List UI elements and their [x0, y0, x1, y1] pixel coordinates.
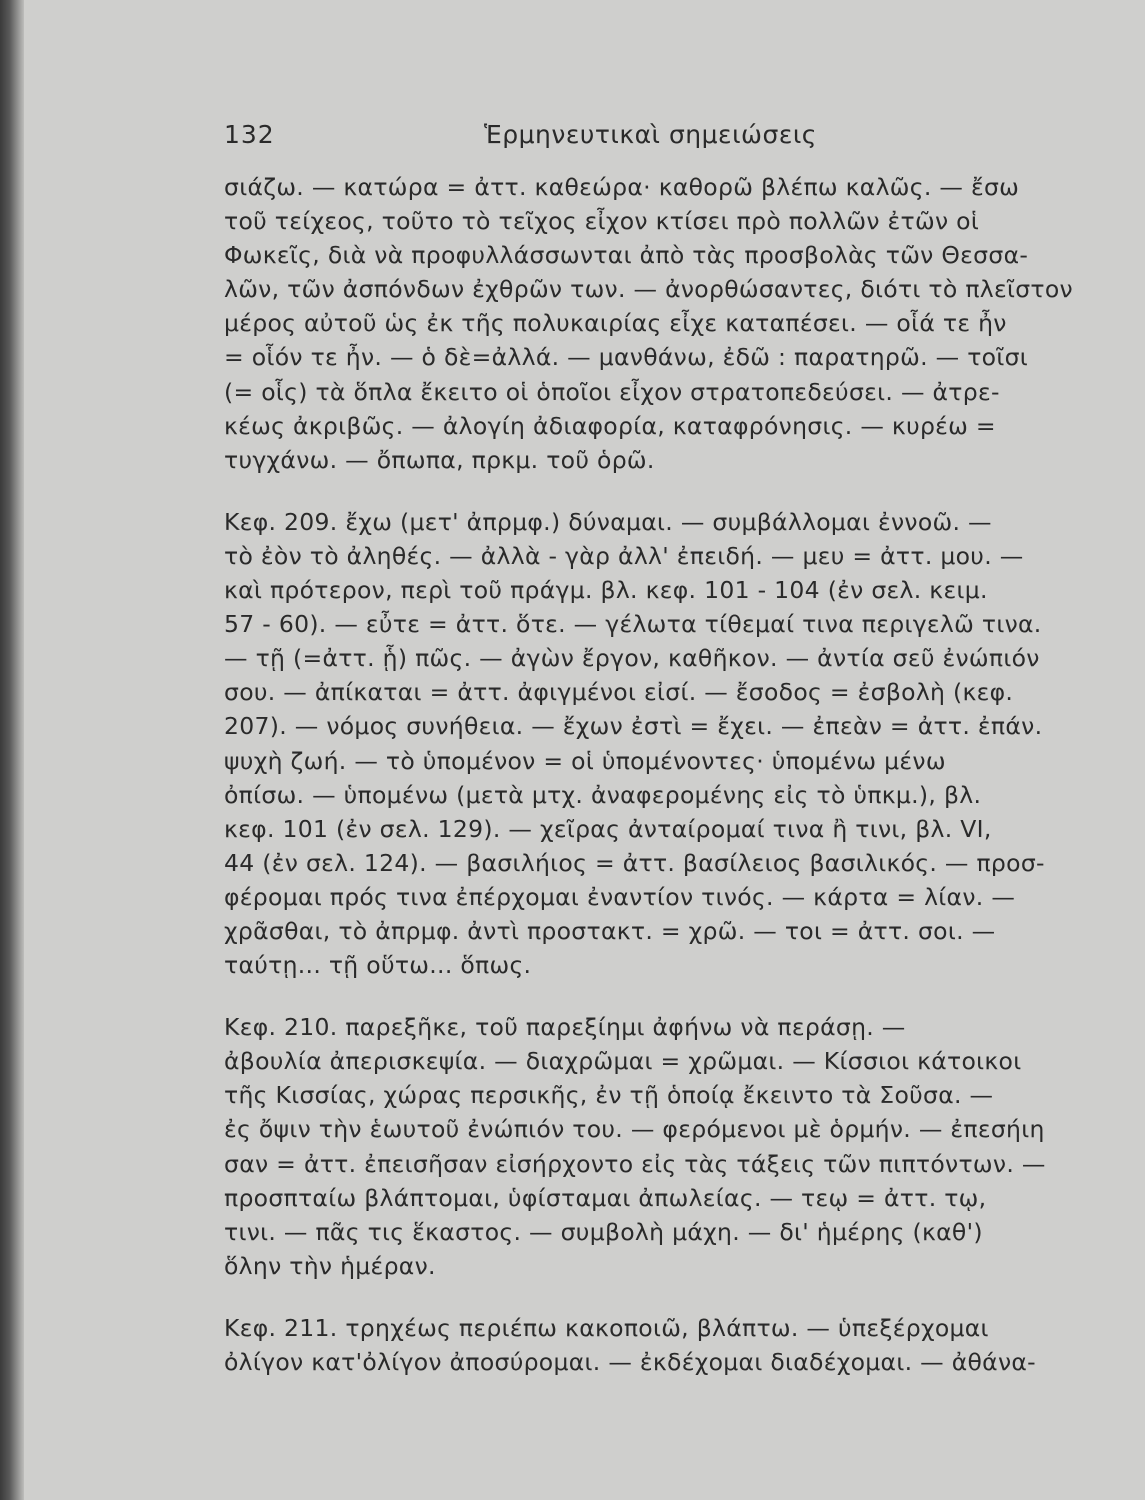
text-line: κεφ. 101 (ἐν σελ. 129). — χεῖρας ἀνταίρομαί τινα ἢ τινι, βλ. VI,: [224, 814, 992, 843]
text-line: Κεφ. 211. τρηχέως περιέπω κακοποιῶ, βλάπτω. — ὑπεξέρχομαι: [224, 1313, 989, 1342]
text-line: ταύτῃ... τῇ οὕτω... ὅπως.: [224, 951, 532, 980]
text-line: ψυχὴ ζωή. — τὸ ὑπομένον = οἱ ὑπομένοντες· ὑπομένω μένω: [224, 746, 946, 775]
text-line: 57 - 60). — εὖτε = ἀττ. ὅτε. — γέλωτα τίθεμαί τινα περιγελῶ τινα.: [224, 610, 1042, 639]
text-line: τῆς Κισσίας, χώρας περσικῆς, ἐν τῇ ὁποίᾳ ἔκειντο τὰ Σοῦσα. —: [224, 1081, 994, 1110]
text-line: χρᾶσθαι, τὸ ἀπρμφ. ἀντὶ προστακτ. = χρῶ. — τοι = ἀττ. σοι. —: [224, 916, 996, 945]
text-line: καὶ πρότερον, περὶ τοῦ πράγμ. βλ. κεφ. 101 - 104 (ἐν σελ. κειμ.: [224, 576, 988, 605]
text-line: κέως ἀκριβῶς. — ἀλογίη ἀδιαφορία, καταφρόνησις. — κυρέω =: [224, 411, 996, 440]
text-line: σαν = ἀττ. ἐπεισῆσαν εἰσήρχοντο εἰς τὰς τάξεις τῶν πιπτόντων. —: [224, 1149, 1046, 1178]
text-line: προσπταίω βλάπτομαι, ὑφίσταμαι ἀπωλείας. — τεῳ = ἀττ. τῳ,: [224, 1183, 987, 1212]
text-line: ὀλίγον κατ'ὀλίγον ἀποσύρομαι. — ἐκδέχομαι διαδέχομαι. — ἀθάνα-: [224, 1348, 1036, 1376]
text-line: 44 (ἐν σελ. 124). — βασιλήιος = ἀττ. βασίλειος βασιλικός. — προσ-: [224, 848, 1045, 877]
paragraph-gap: [224, 1283, 1114, 1311]
section-chapter-209: [224, 505, 1114, 982]
text-line: — τῇ (=ἀττ. ᾗ) πῶς. — ἀγὼν ἔργον, καθῆκον. — ἀντία σεῦ ἐνώπιόν: [224, 644, 1040, 673]
section-chapter-210: [224, 1010, 1114, 1283]
text-line: τὸ ἐὸν τὸ ἀληθές. — ἀλλὰ - γὰρ ἀλλ' ἐπειδή. — μευ = ἀττ. μου. —: [224, 541, 1024, 570]
section-continuation: [224, 170, 1114, 477]
running-title: Ἑρμηνευτικαὶ σημειώσεις: [484, 120, 817, 149]
text-line: σου. — ἀπίκαται = ἀττ. ἀφιγμένοι εἰσί. — ἔσοδος = ἐσβολὴ (κεφ.: [224, 678, 1014, 707]
text-line: Κεφ. 209. ἔχω (μετ' ἀπρμφ.) δύναμαι. — συμβάλλομαι ἐννοῶ. —: [224, 507, 992, 536]
page-number: 132: [224, 120, 275, 149]
paragraph-gap: [224, 982, 1114, 1010]
text-line: λῶν, τῶν ἀσπόνδων ἐχθρῶν των. — ἀνορθώσαντες, διότι τὸ πλεῖστον: [224, 275, 1073, 304]
text-line: ἀβουλία ἀπερισκεψία. — διαχρῶμαι = χρῶμαι. — Κίσσιοι κάτοικοι: [224, 1047, 1022, 1076]
text-line: τυγχάνω. — ὄπωπα, πρκμ. τοῦ ὁρῶ.: [224, 445, 655, 474]
page-header: [224, 120, 1104, 156]
text-line: ὅλην τὴν ἡμέραν.: [224, 1251, 436, 1280]
section-chapter-211: [224, 1311, 1114, 1379]
text-line: φέρομαι πρός τινα ἐπέρχομαι ἐναντίον τινός. — κάρτα = λίαν. —: [224, 882, 1016, 911]
text-line: Κεφ. 210. παρεξῆκε, τοῦ παρεξίημι ἀφήνω νὰ περάσῃ. —: [224, 1013, 906, 1042]
book-spine-shadow: [0, 0, 24, 1500]
text-line: ἐς ὄψιν τὴν ἑωυτοῦ ἐνώπιόν του. — φερόμενοι μὲ ὁρμήν. — ἐπεσήιη: [224, 1115, 1045, 1144]
text-line: = οἷόν τε ἦν. — ὁ δὲ=ἀλλά. — μανθάνω, ἐδῶ : παρατηρῶ. — τοῖσι: [224, 343, 1029, 372]
text-line: σιάζω. — κατώρα = ἀττ. καθεώρα· καθορῶ βλέπω καλῶς. — ἔσω: [224, 173, 1020, 201]
text-line: ὀπίσω. — ὑπομένω (μετὰ μτχ. ἀναφερομένης εἰς τὸ ὑπκμ.), βλ.: [224, 780, 982, 809]
text-line: μέρος αὐτοῦ ὡς ἐκ τῆς πολυκαιρίας εἶχε καταπέσει. — οἷά τε ἦν: [224, 309, 1007, 338]
text-line: (= οἷς) τὰ ὅπλα ἔκειτο οἱ ὁποῖοι εἶχον στρατοπεδεύσει. — ἀτρε-: [224, 377, 1000, 406]
text-line: 207). — νόμος συνήθεια. — ἔχων ἐστὶ = ἔχει. — ἐπεὰν = ἀττ. ἐπάν.: [224, 712, 1043, 741]
commentary-text: [224, 170, 1114, 1379]
paragraph-gap: [224, 477, 1114, 505]
text-line: τοῦ τείχεος, τοῦτο τὸ τεῖχος εἶχον κτίσει πρὸ πολλῶν ἐτῶν οἱ: [224, 207, 980, 236]
text-line: τινι. — πᾶς τις ἕκαστος. — συμβολὴ μάχη. — δι' ἡμέρης (καθ'): [224, 1217, 983, 1246]
book-page: [24, 0, 1145, 1500]
text-line: Φωκεῖς, διὰ νὰ προφυλλάσσωνται ἀπὸ τὰς προσβολὰς τῶν Θεσσα-: [224, 241, 1029, 270]
